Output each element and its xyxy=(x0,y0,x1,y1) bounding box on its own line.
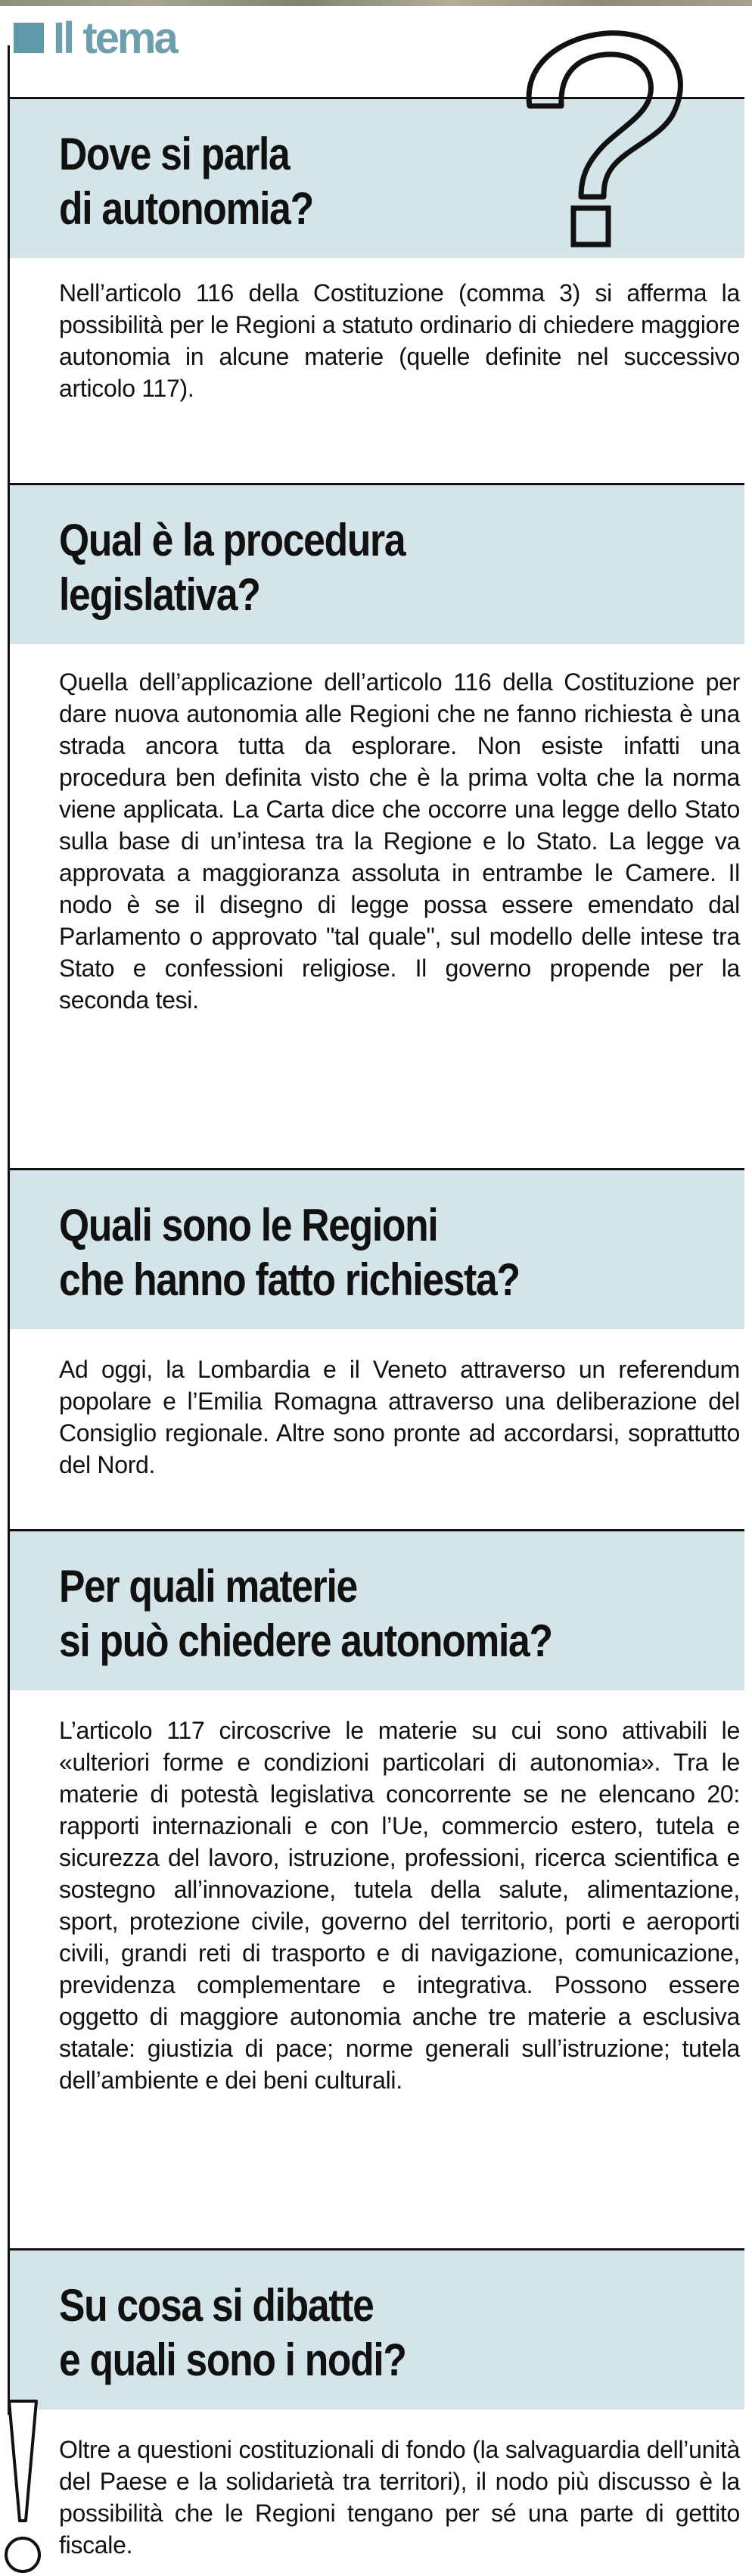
answer-text: Ad oggi, la Lombardia e il Veneto attraverso un referendum popolare e l’Emilia Romagna attraverso una deliberazione del Consiglio regionale. Altre sono pronte ad accordarsi, soprattutto del Nord. xyxy=(59,1356,740,1478)
question-heading: Per quali materie si può chiedere autonomia? xyxy=(59,1561,552,1666)
answer-text: Quella dell’applicazione dell’articolo 116 della Costituzione per dare nuova autonomia alle Regioni che ne fanno richiesta è una strada ancora tutta da esplorare. Non esiste infatti una procedura ben definita visto che è la prima volta che la norma viene applicata. La Carta dice che occorre una legge dello Stato sulla base di un’intesa tra la Regione e lo Stato. La legge va approvata a maggioranza assoluta in entrambe le Camere. Il nodo è se il disegno di legge possa essere emendato dal Parlamento o approvato "tal quale", sul modello delle intese tra Stato e confessioni religiose. Il governo propende per la seconda tesi. xyxy=(59,668,740,1014)
header-accent-square xyxy=(14,23,44,53)
question-heading: Dove si parla di autonomia? xyxy=(59,129,313,234)
qa-section xyxy=(8,483,744,1168)
qa-section xyxy=(8,1529,744,2248)
answer-text: Nell’articolo 116 della Costituzione (comma 3) si afferma la possibilità per le Regioni a statuto ordinario di chiedere maggiore autonomia in alcune materie (quelle definite nel successivo articolo 117). xyxy=(59,279,740,402)
question-heading: Qual è la procedura legislativa? xyxy=(59,515,406,620)
exclamation-mark-icon xyxy=(0,2400,45,2576)
qa-section xyxy=(8,1168,744,1529)
answer-text: L’articolo 117 circoscrive le materie su cui sono attivabili le «ulteriori forme e condizioni particolari di autonomia». Tra le materie di potestà legislativa concorrente se ne elencano 20: rapporti internazionali e con l’Ue, commercio estero, tutela e sicurezza del lavoro, istruzione, professioni, ricerca scientifica e sostegno all’innovazione, tutela della salute, alimentazione, sport, protezione civile, governo del territorio, porti e aeroporti civili, grandi reti di trasporto e di navigazione, comunicazione, previdenza complementare e integrativa. Possono essere oggetto di maggiore autonomia anche tre materie a esclusiva statale: giustizia di pace; norme generali sull’istruzione; tutela dell’ambiente e dei beni culturali. xyxy=(59,1717,740,2094)
qa-section xyxy=(8,2248,744,2576)
question-heading: Su cosa si dibatte e quali sono i nodi? xyxy=(59,2280,406,2385)
question-mark-icon xyxy=(514,23,696,250)
answer-text: Oltre a questioni costituzionali di fondo (la salvaguardia dell’unità del Paese e la solidarietà tra territori), il nodo più discusso è la possibilità che le Regioni tengano per sé una parte di gettito fiscale. xyxy=(59,2436,740,2559)
top-photo-strip xyxy=(0,0,752,6)
page-title: Il tema xyxy=(53,14,176,63)
question-heading: Quali sono le Regioni che hanno fatto richiesta? xyxy=(59,1200,520,1305)
